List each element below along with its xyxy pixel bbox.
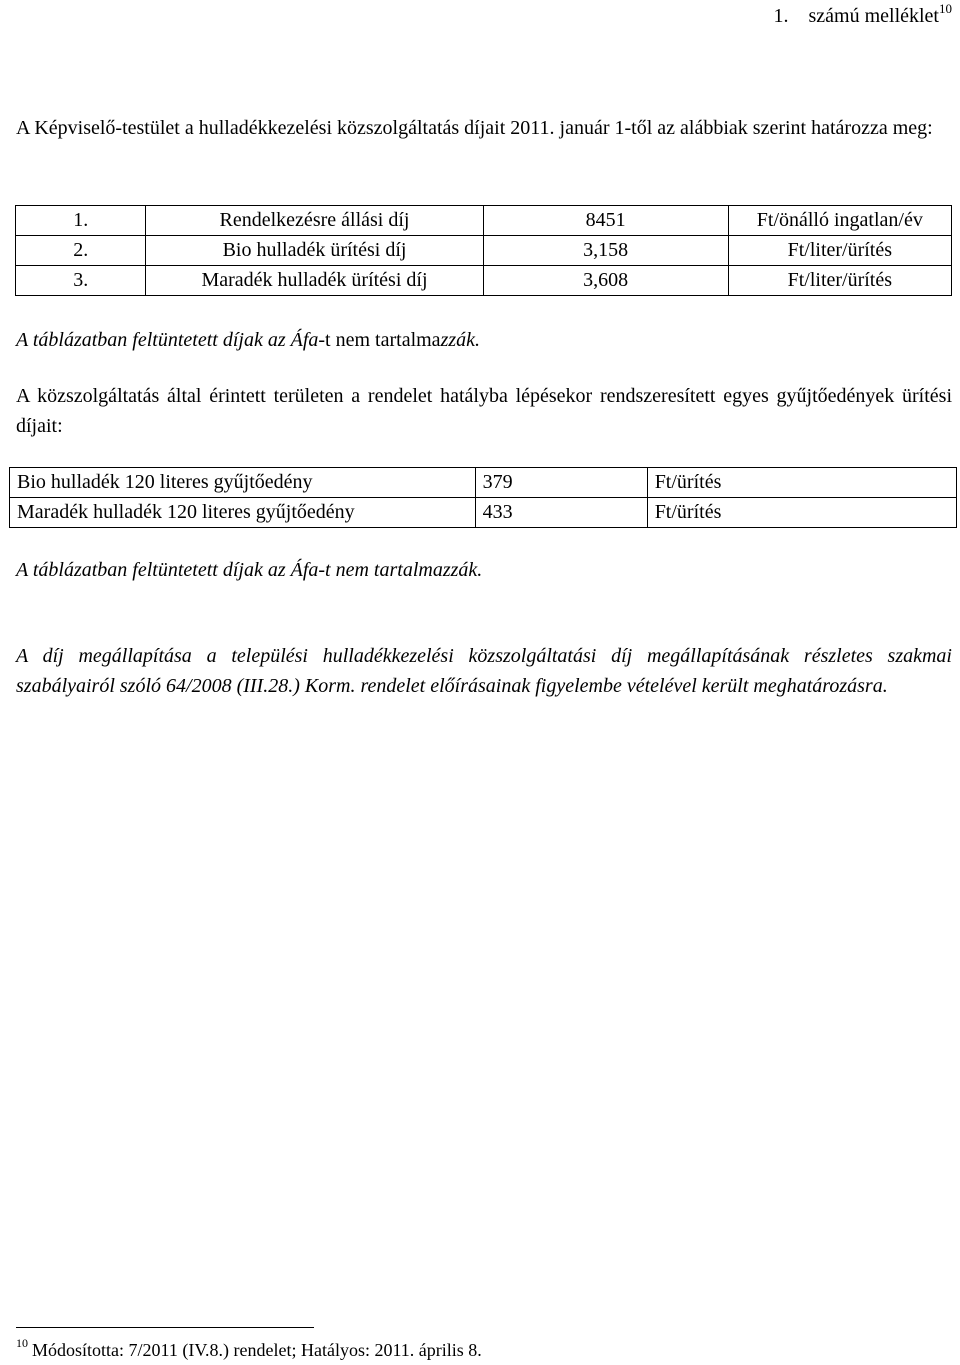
footnote-reference[interactable]: 10: [939, 1, 952, 16]
bin-description: Bio hulladék 120 literes gyűjtőedény: [10, 468, 476, 498]
bins-intro-paragraph: A közszolgáltatás által érintett területen a rendelet hatályba lépésekor rendszeresített egyes gyűjtőedények ürítési díjait:: [16, 385, 952, 437]
bin-fee: 379: [475, 468, 647, 498]
table-row: [10, 468, 957, 498]
vat-note-part: A táblázatban feltüntetett díjak az Áfa: [16, 329, 319, 351]
bins-table: [9, 467, 957, 528]
bin-fee-unit: Ft/ürítés: [647, 468, 956, 498]
vat-note-second: A táblázatban feltüntetett díjak az Áfa-t nem tartalmazzák.: [16, 559, 483, 581]
fee-unit: Ft/liter/ürítés: [728, 236, 951, 266]
table-row: [10, 498, 957, 528]
annex-title: 1. számú melléklet: [773, 5, 939, 27]
row-number: 3.: [16, 266, 146, 296]
bin-fee: 433: [475, 498, 647, 528]
fee-name: Maradék hulladék ürítési díj: [146, 266, 483, 296]
fee-amount: 3,608: [483, 266, 728, 296]
bin-fee-unit: Ft/ürítés: [647, 498, 956, 528]
table-row: [16, 236, 952, 266]
fee-name: Rendelkezésre állási díj: [146, 206, 483, 236]
vat-note: [16, 325, 480, 355]
annex-heading: [773, 2, 952, 30]
row-number: 2.: [16, 236, 146, 266]
fee-unit: Ft/önálló ingatlan/év: [728, 206, 951, 236]
fees-table: [15, 205, 952, 296]
row-number: 1.: [16, 206, 146, 236]
vat-note-part: -t nem tartalma: [318, 329, 441, 351]
fee-name: Bio hulladék ürítési díj: [146, 236, 483, 266]
footnote-text: Módosította: 7/2011 (IV.8.) rendelet; Hatályos: 2011. április 8.: [32, 1340, 482, 1360]
footnote-number: 10: [16, 1336, 28, 1350]
table-row: [16, 206, 952, 236]
legal-basis-paragraph: A díj megállapítása a települési hulladékkezelési közszolgáltatási díj megállapításának részletes szakmai szabályairól szóló 64/2008 (III.28.) Korm. rendelet előírásainak figyelembe vételével került meghatározásra.: [16, 645, 952, 697]
intro-paragraph: A Képviselő-testület a hulladékkezelési közszolgáltatás díjait 2011. január 1-től az alábbiak szerint határozza meg:: [16, 117, 933, 139]
bin-description: Maradék hulladék 120 literes gyűjtőedény: [10, 498, 476, 528]
footnote-divider: [16, 1327, 314, 1328]
fee-unit: Ft/liter/ürítés: [728, 266, 951, 296]
vat-note-part: zzák.: [440, 329, 481, 351]
footnote: [16, 1336, 482, 1364]
table-row: [16, 266, 952, 296]
fee-amount: 3,158: [483, 236, 728, 266]
fee-amount: 8451: [483, 206, 728, 236]
